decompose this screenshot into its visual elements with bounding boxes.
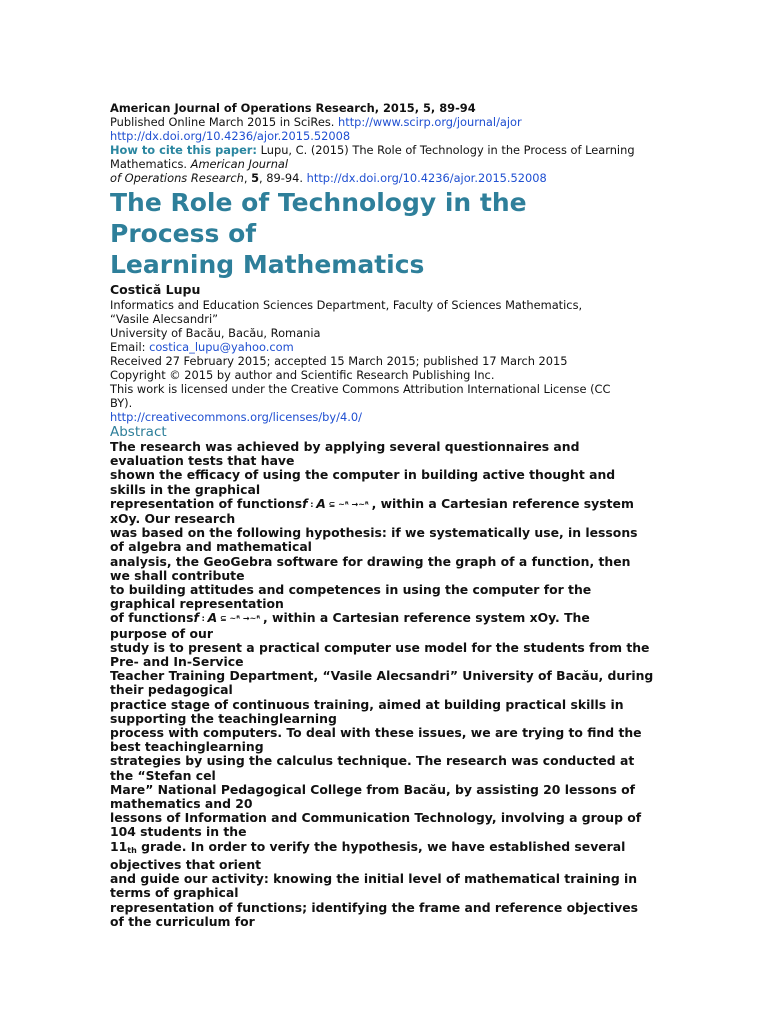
abstract-text: representation of functions (110, 495, 303, 511)
grade-number: 11 (110, 838, 128, 854)
abstract-line: supporting the teachinglearning (110, 710, 337, 726)
math-sep: : (307, 499, 317, 509)
abstract-line: their pedagogical (110, 682, 233, 698)
function-notation (302, 496, 372, 511)
abstract-line: mathematics and 20 (110, 796, 253, 812)
license-link[interactable]: http://creativecommons.org/licenses/by/4.0/ (110, 410, 362, 424)
published-line (110, 115, 710, 129)
abstract-line: analysis, the GeoGebra software for drawing the graph of a function, then (110, 553, 631, 569)
cite-text-3a: of Operations Research (110, 171, 244, 185)
abstract-line: strategies by using the calculus technique. The research was conducted at (110, 753, 635, 769)
journal-link[interactable]: http://www.scirp.org/journal/ajor (338, 115, 522, 129)
cite-pages: , 89-94. (259, 171, 304, 185)
license-line-2: BY). (110, 396, 133, 410)
cite-label: How to cite this paper: (110, 143, 257, 157)
abstract-line (110, 840, 710, 858)
cite-line-1 (110, 143, 710, 157)
title-line: The Role of Technology in the (110, 188, 527, 217)
function-notation (193, 610, 263, 625)
published-text: Published Online March 2015 in SciRes. (110, 115, 335, 129)
affiliation-line-1: Informatics and Education Sciences Department, Faculty of Sciences Mathematics, (110, 298, 583, 312)
abstract-line: practice stage of continuous training, aimed at building practical skills in (110, 696, 624, 712)
journal-line: American Journal of Operations Research, 2015, 5, 89-94 (110, 101, 476, 115)
math-A: A (207, 610, 218, 626)
affiliation-line-2: “Vasile Alecsandri” (110, 312, 219, 326)
author-name: Costică Lupu (110, 282, 201, 297)
abstract-line: process with computers. To deal with these issues, we are trying to find the (110, 725, 642, 741)
abstract-line: lessons of Information and Communication Technology, involving a group of (110, 810, 642, 826)
math-f: f (302, 495, 308, 511)
math-A: A (316, 495, 326, 511)
cite-line-3 (110, 171, 710, 185)
abstract-line: to building attitudes and competences in using the computer for the (110, 582, 592, 598)
email-line (110, 340, 710, 354)
abstract-line: was based on the following hypothesis: if we systematically use, in lessons (110, 525, 638, 541)
cite-line-2 (110, 157, 710, 171)
abstract-line: 104 students in the (110, 824, 247, 840)
cite-text-1: Lupu, C. (2015) The Role of Technology in the Process of Learning (260, 143, 635, 157)
abstract-line: skills in the graphical (110, 481, 261, 497)
email-link[interactable]: costica_lupu@yahoo.com (149, 340, 294, 354)
abstract-line: Mare” National Pedagogical College from Bacău, by assisting 20 lessons of (110, 781, 636, 797)
cite-volume: 5 (251, 171, 260, 185)
abstract-line (110, 497, 710, 512)
abstract-line: terms of graphical (110, 885, 239, 901)
abstract-text: , within a Cartesian reference system xOy. The (262, 610, 590, 626)
abstract-line: representation of functions; identifying the frame and reference objectives (110, 899, 638, 915)
license-line-1: This work is licensed under the Creative Commons Attribution International License (CC (110, 382, 611, 396)
affiliation-line-3: University of Bacău, Bacău, Romania (110, 326, 321, 340)
abstract-line: of algebra and mathematical (110, 539, 312, 555)
abstract-line: xOy. Our research (110, 511, 236, 527)
abstract-line: best teachinglearning (110, 739, 264, 755)
abstract-line (110, 611, 710, 626)
abstract-line: objectives that orient (110, 856, 262, 872)
paper-title (110, 187, 710, 280)
cite-doi-link[interactable]: http://dx.doi.org/10.4236/ajor.2015.52008 (306, 171, 547, 185)
abstract-text: grade. In order to verify the hypothesis, we have established several (136, 838, 626, 854)
abstract-line: purpose of our (110, 625, 213, 641)
email-label: Email: (110, 340, 146, 354)
dates-line: Received 27 February 2015; accepted 15 March 2015; published 17 March 2015 (110, 354, 568, 368)
math-f: f (193, 610, 199, 626)
cite-text-2a: Mathematics. (110, 157, 188, 171)
math-rest: ⊆ ~ᴿ →~ᴿ (217, 614, 263, 624)
math-sep: : (198, 614, 208, 624)
grade-suffix: th (127, 845, 137, 855)
abstract-line: the “Stefan cel (110, 767, 216, 783)
abstract-line: we shall contribute (110, 567, 245, 583)
math-rest: ⊆ ~ᴿ →~ᴿ (325, 499, 372, 509)
copyright-line: Copyright © 2015 by author and Scientific Research Publishing Inc. (110, 368, 495, 382)
doi-link[interactable]: http://dx.doi.org/10.4236/ajor.2015.52008 (110, 129, 351, 143)
abstract-heading: Abstract (110, 424, 167, 440)
abstract-line: study is to present a practical computer use model for the students from the (110, 639, 650, 655)
abstract-body (110, 440, 710, 929)
abstract-text: , within a Cartesian reference system (371, 495, 634, 511)
cite-text-2b: American Journal (190, 157, 289, 171)
abstract-line: Teacher Training Department, “Vasile Alecsandri” University of Bacău, during (110, 668, 654, 684)
paper-page (110, 101, 710, 929)
abstract-line: The research was achieved by applying several questionnaires and (110, 439, 580, 454)
abstract-text: of functions (110, 610, 194, 626)
abstract-line: evaluation tests that have (110, 453, 295, 469)
abstract-line: graphical representation (110, 596, 284, 612)
abstract-line: Pre- and In-Service (110, 654, 244, 670)
cite-text-3b: , (243, 171, 248, 185)
abstract-line: and guide our activity: knowing the initial level of mathematical training in (110, 871, 638, 887)
abstract-line: shown the efficacy of using the computer in building active thought and (110, 467, 616, 483)
title-line: Process of (110, 219, 257, 248)
abstract-line: of the curriculum for (110, 913, 255, 929)
title-line: Learning Mathematics (110, 250, 425, 279)
